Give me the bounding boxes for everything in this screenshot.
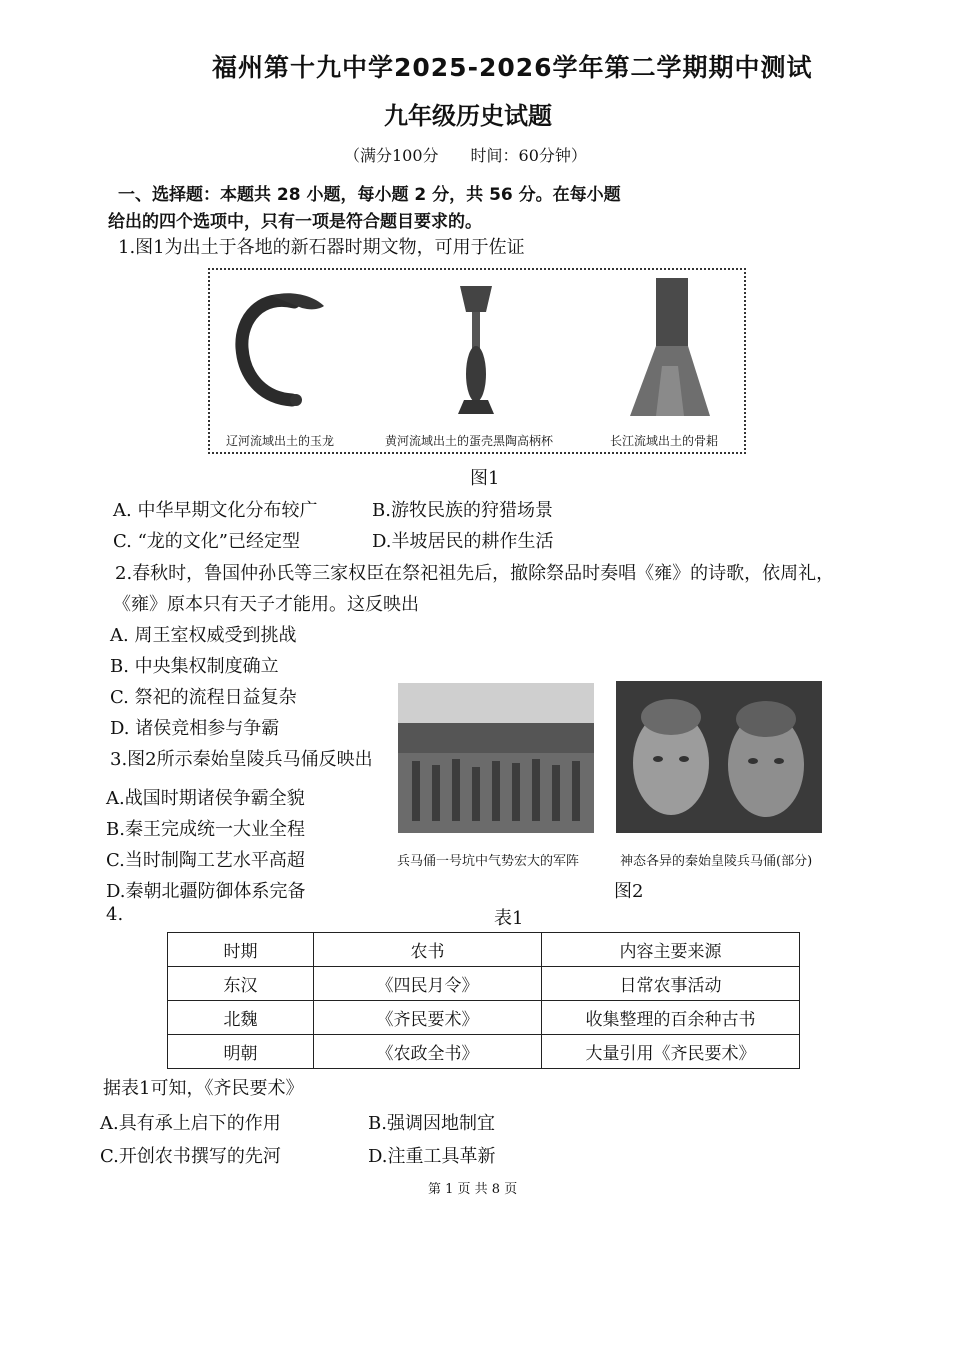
table-cell: 大量引用《齐民要术》 xyxy=(542,1035,800,1069)
figure1-caption-cup: 黄河流域出土的蛋壳黑陶高柄杯 xyxy=(385,434,554,448)
table1-title: 表1 xyxy=(494,908,524,929)
q4-stem: 据表1可知，《齐民要术》 xyxy=(103,1078,304,1099)
q4-option-c: C.开创农书撰写的先河 xyxy=(100,1146,281,1167)
terracotta-army-pit-image xyxy=(398,683,594,833)
figure1-caption-jade-dragon: 辽河流域出土的玉龙 xyxy=(226,434,335,448)
jade-dragon-image xyxy=(232,288,332,410)
q4-option-d: D.注重工具革新 xyxy=(368,1146,496,1167)
table-row xyxy=(168,1035,800,1069)
page-number: 第 1 页 共 8 页 xyxy=(428,1182,518,1197)
table-cell: 《四民月令》 xyxy=(314,967,542,1001)
table-row xyxy=(168,967,800,1001)
q2-stem-line2: 《雍》原本只有天子才能用。这反映出 xyxy=(113,594,419,615)
q1-option-b: B.游牧民族的狩猎场景 xyxy=(372,500,553,521)
q4-number: 4. xyxy=(106,904,124,925)
q1-option-a: A. 中华早期文化分布较广 xyxy=(113,500,318,521)
table-header-cell: 时期 xyxy=(168,933,314,967)
exam-subtitle: 九年级历史试题 xyxy=(384,102,552,130)
table-cell: 北魏 xyxy=(168,1001,314,1035)
q3-option-b: B.秦王完成统一大业全程 xyxy=(106,819,305,840)
figure1-label: 图1 xyxy=(470,468,500,489)
exam-info: （满分100分 时间：60分钟） xyxy=(344,146,587,165)
figure1-caption-spade: 长江流域出土的骨耜 xyxy=(610,434,719,448)
eggshell-cup-image xyxy=(454,278,498,418)
table-cell: 《农政全书》 xyxy=(314,1035,542,1069)
q3-option-d: D.秦朝北疆防御体系完备 xyxy=(106,881,306,902)
q2-stem-line1: 2.春秋时，鲁国仲孙氏等三家权臣在祭祀祖先后，撤除祭品时奏唱《雍》的诗歌，依周礼， xyxy=(115,563,835,584)
q4-option-b: B.强调因地制宜 xyxy=(368,1113,495,1134)
table-header-row xyxy=(168,933,800,967)
figure-1 xyxy=(208,268,746,454)
q2-option-b: B. 中央集权制度确立 xyxy=(110,656,279,677)
figure2-label: 图2 xyxy=(614,881,644,902)
table-cell: 收集整理的百余种古书 xyxy=(542,1001,800,1035)
figure2-caption-right: 神态各异的秦始皇陵兵马俑(部分) xyxy=(620,854,813,869)
figure2-caption-left: 兵马俑一号坑中气势宏大的军阵 xyxy=(397,854,580,869)
table-header-cell: 农书 xyxy=(314,933,542,967)
q4-option-a: A.具有承上启下的作用 xyxy=(100,1113,281,1134)
table-1 xyxy=(167,932,800,1069)
section-header-line2: 给出的四个选项中，只有一项是符合题目要求的。 xyxy=(108,212,482,232)
terracotta-warrior-faces-image xyxy=(616,681,822,833)
q2-option-a: A. 周王室权威受到挑战 xyxy=(110,625,297,646)
q1-stem: 1.图1为出土于各地的新石器时期文物，可用于佐证 xyxy=(118,237,525,258)
exam-title: 福州第十九中学2025-2026学年第二学期期中测试 xyxy=(212,53,813,82)
q3-option-a: A.战国时期诸侯争霸全貌 xyxy=(106,788,305,809)
q1-option-d: D.半坡居民的耕作生活 xyxy=(372,531,554,552)
bone-spade-image xyxy=(622,276,718,424)
q1-option-c: C. “龙的文化”已经定型 xyxy=(113,531,300,552)
table-row xyxy=(168,1001,800,1035)
q3-stem: 3.图2所示秦始皇陵兵马俑反映出 xyxy=(110,749,373,770)
section-header-line1: 一、选择题：本题共 28 小题，每小题 2 分，共 56 分。在每小题 xyxy=(118,185,621,205)
table-cell: 《齐民要术》 xyxy=(314,1001,542,1035)
q2-option-c: C. 祭祀的流程日益复杂 xyxy=(110,687,297,708)
q2-option-d: D. 诸侯竞相参与争霸 xyxy=(110,718,280,739)
table-cell: 东汉 xyxy=(168,967,314,1001)
q3-option-c: C.当时制陶工艺水平高超 xyxy=(106,850,305,871)
table-header-cell: 内容主要来源 xyxy=(542,933,800,967)
table-cell: 日常农事活动 xyxy=(542,967,800,1001)
table-cell: 明朝 xyxy=(168,1035,314,1069)
